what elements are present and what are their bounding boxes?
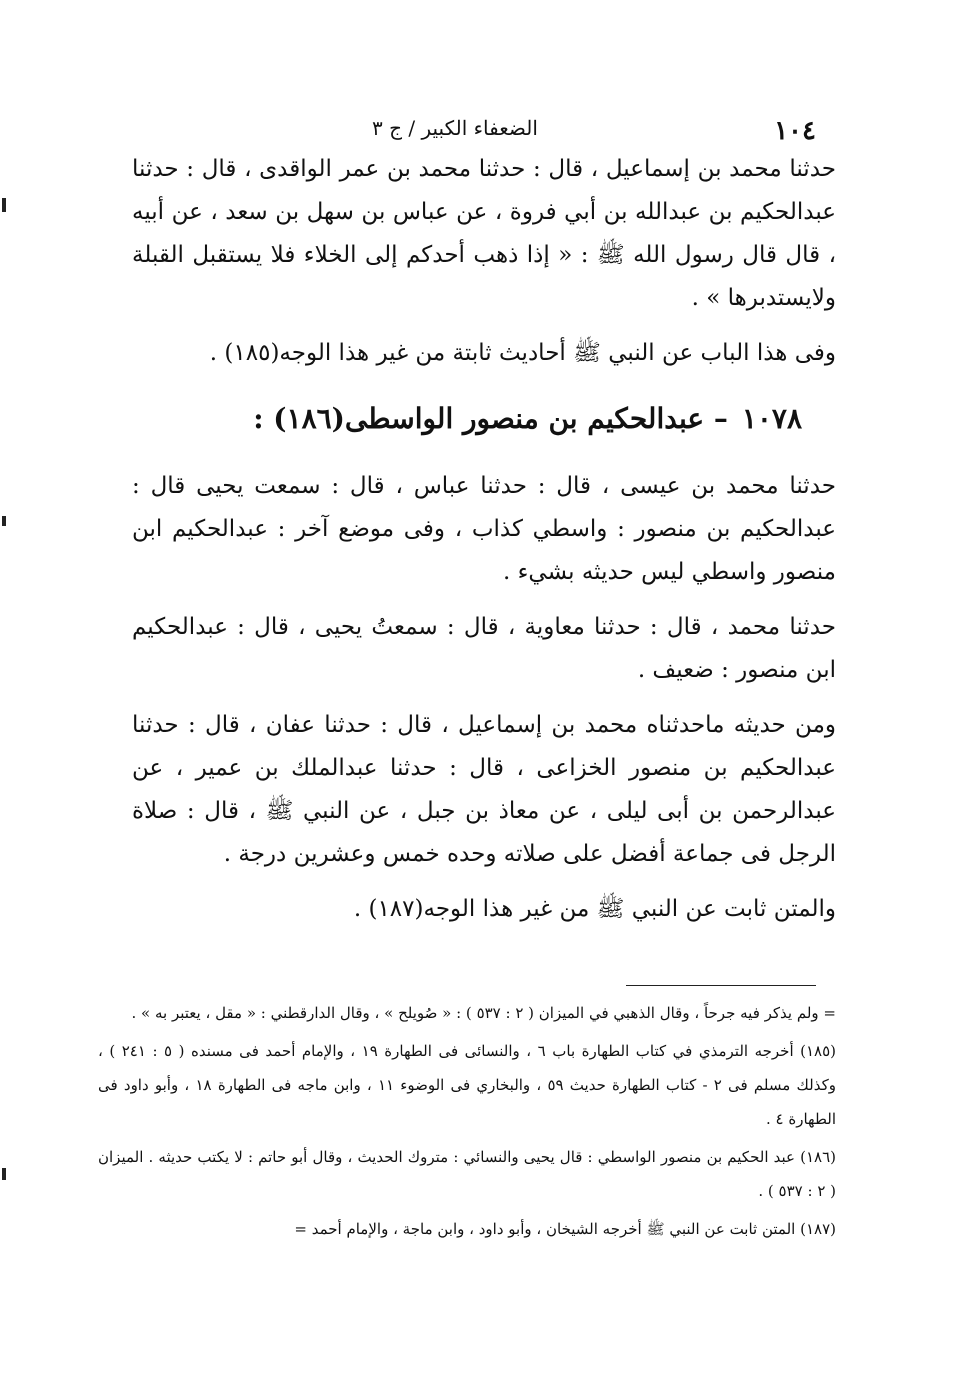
scan-edge-mark: [2, 1168, 6, 1180]
paragraph: حدثنا محمد بن عيسى ، قال : حدثنا عباس ، قال : سمعت يحيى قال : عبدالحكيم بن منصور : واسطي كذاب ، وفى موضع آخر : عبدالحكيم ابن منصور واسطي ليس حديثه بشيء .: [132, 473, 836, 585]
page-number: ١٠٤: [774, 116, 816, 146]
entry-heading: [132, 391, 836, 447]
scan-edge-mark: [2, 516, 6, 526]
paragraph: والمتن ثابت عن النبي ﷺ من غير هذا الوجه(١٨٧) .: [353, 896, 836, 922]
footnotes: [98, 996, 836, 1250]
paragraph: ومن حديثه ماحدثناه محمد بن إسماعيل ، قال : حدثنا عفان ، قال : حدثنا عبدالحكيم بن منصور الخزاعى ، قال : حدثنا عبدالملك بن عمير ، عن عبدالرحمن بن أبى ليلى ، عن معاذ بن جبل ، عن النبي ﷺ ، قال : صلاة الرجل فى جماعة أفضل على صلاته وحده خمس وعشرين درجة .: [132, 712, 836, 867]
footnote-185: (١٨٥) أخرجه الترمذي في كتاب الطهارة باب ٦ ، والنسائى فى الطهارة ١٩ ، والإمام أحمد فى مسنده ( ٥ : ٢٤١ ) ، وكذلك مسلم فى ٢ - كتاب الطهارة حديث ٥٩ ، والبخاري فى الوضوء ١١ ، وابن ماجه فى الطهارة ١٨ ، وأبو داود فى الطهارة ٤ .: [98, 1042, 837, 1128]
main-text: [132, 148, 836, 931]
paragraph: حدثنا محمد بن إسماعيل ، قال : حدثنا محمد بن عمر الواقدى ، قال : حدثنا عبدالحكيم بن عبدالله بن أبي فروة ، عن عباس بن سهل بن سعد ، عن أبيه ، قال قال رسول الله ﷺ : « إذا ذهب أحدكم إلى الخلاء فلا يستقبل القبلة ولايستدبرها » .: [132, 156, 836, 311]
entry-number: ١٠٧٨: [741, 402, 802, 435]
running-title: الضعفاء الكبير / ج ٣: [372, 116, 538, 140]
footnote-187: (١٨٧) المتن ثابت عن النبي ﷺ أخرجه الشيخان ، وأبو داود ، وابن ماجة ، والإمام أحمد =: [294, 1220, 836, 1238]
paragraph: وفى هذا الباب عن النبي ﷺ أحاديث ثابتة من غير هذا الوجه(١٨٥) .: [209, 340, 836, 366]
footnote-continuation: = ولم يذكر فيه جرحاً ، وقال الذهبي في الميزان ( ٢ : ٥٣٧ ) : « صُويلح » ، وقال الدارقطني : « مقل ، يعتبر به » .: [131, 1004, 836, 1022]
entry-title: – عبدالحكيم بن منصور الواسطى(١٨٦) :: [253, 402, 728, 435]
paragraph: حدثنا محمد ، قال : حدثنا معاوية ، قال : سمعتُ يحيى ، قال : عبدالحكيم ابن منصور : ضعيف .: [132, 614, 836, 683]
footnote-separator: [626, 985, 816, 986]
scan-edge-mark: [2, 198, 6, 212]
footnote-186: (١٨٦) عبد الحكيم بن منصور الواسطي : قال يحيى والنسائي : متروك الحديث ، وقال أبو حاتم : لا يكتب حديثه . الميزان ( ٢ : ٥٣٧ ) .: [98, 1148, 836, 1200]
